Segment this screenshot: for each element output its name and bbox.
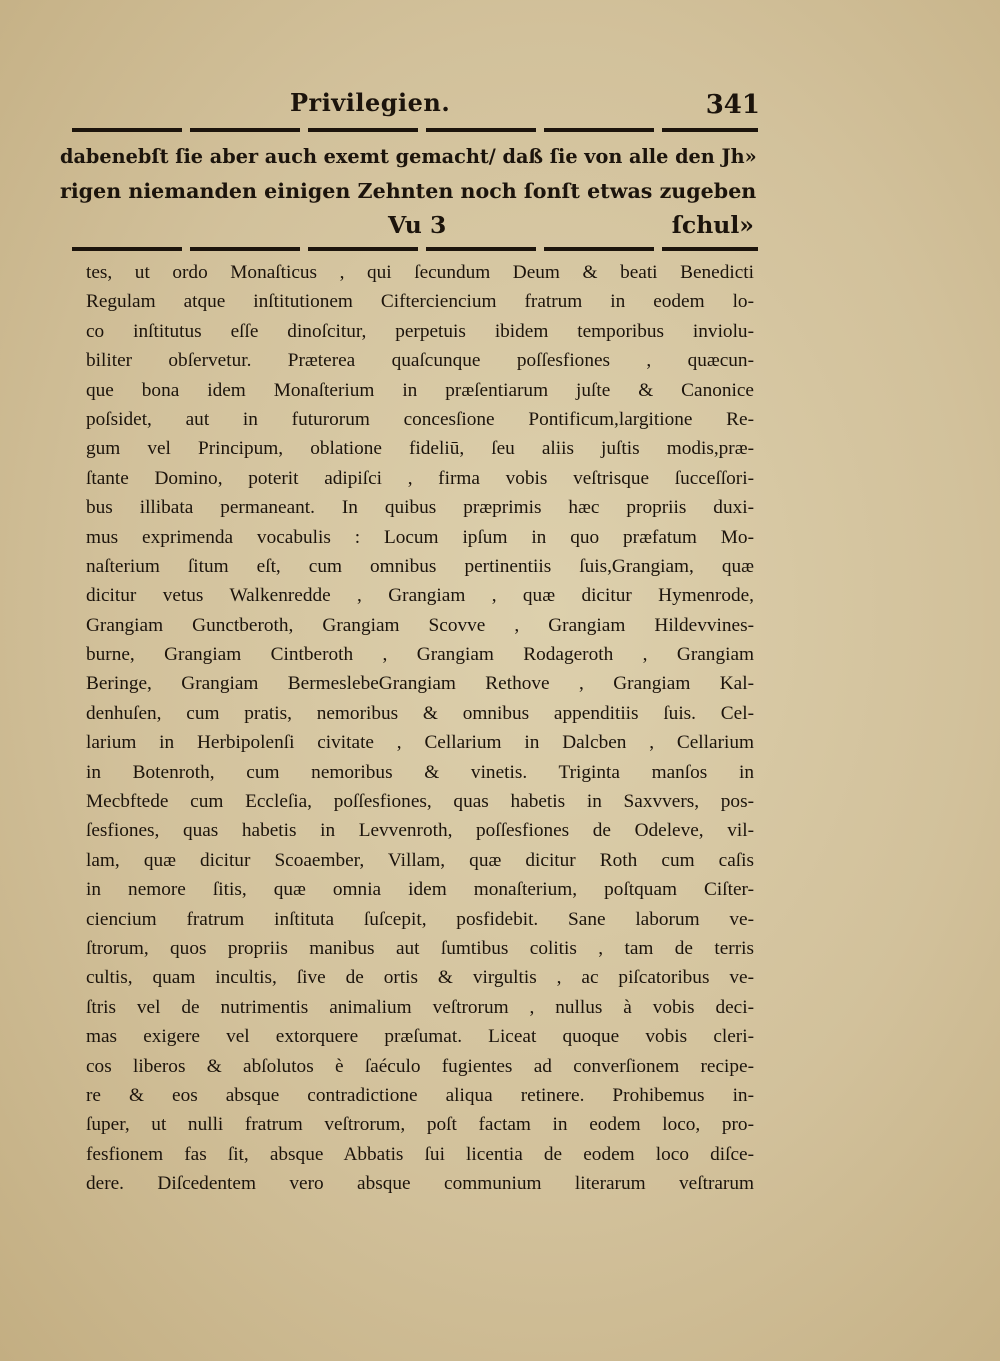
latin-line: dere. Diſcedentem vero absque communium literarum veſtrarum <box>86 1173 754 1195</box>
latin-line: ſuper, ut nulli fratrum veſtrorum, poſt factam in eodem loco, pro- <box>86 1114 754 1136</box>
latin-line: Mecbftede cum Eccleſia, poſſesfiones, quas habetis in Saxvvers, pos- <box>86 791 754 813</box>
latin-line: ſtrorum, quos propriis manibus aut ſumtibus colitis , tam de terris <box>86 937 754 959</box>
latin-line: re & eos absque contradictione aliqua retinere. Prohibemus in- <box>86 1084 754 1106</box>
latin-line: tes, ut ordo Monaſticus , qui ſecundum Deum & beati Benedicti <box>86 262 754 283</box>
latin-line: biliter obſervetur. Præterea quaſcunque poſſesfiones , quæcun- <box>86 350 754 372</box>
running-title: Privilegien. <box>290 88 451 117</box>
header-rule <box>72 128 758 132</box>
latin-line: gum vel Principum, oblatione fideliū, ſeu aliis juſtis modis,præ- <box>86 438 754 460</box>
latin-line: in Botenroth, cum nemoribus & vinetis. Triginta manſos in <box>86 761 754 783</box>
german-line: rigen niemanden einigen Zehnten noch ſonſt etwas zugeben <box>60 179 757 203</box>
latin-line: bus illibata permaneant. In quibus præprimis hæc propriis duxi- <box>86 497 754 519</box>
latin-line: dicitur vetus Walkenredde , Grangiam , quæ dicitur Hymenrode, <box>86 585 754 607</box>
latin-line: co inſtitutus eſſe dinoſcitur, perpetuis ibidem temporibus inviolu- <box>86 320 754 342</box>
latin-line: naſterium ſitum eſt, cum omnibus pertinentiis ſuis,Grangiam, quæ <box>86 555 754 577</box>
latin-line: Grangiam Gunctberoth, Grangiam Scovve , Grangiam Hildevvines- <box>86 614 754 636</box>
german-line: dabenebſt ſie aber auch exemt gemacht/ daß ſie von alle den Jh» <box>60 145 757 168</box>
latin-line: fesfionem fas ſit, absque Abbatis ſui licentia de eodem loco diſce- <box>86 1143 754 1165</box>
page-header <box>120 88 760 132</box>
latin-line: cos liberos & abſolutos è ſaéculo fugientes ad converſionem recipe- <box>86 1055 754 1077</box>
latin-line: in nemore ſitis, quæ omnia idem monaſterium, poſtquam Ciſter- <box>86 879 754 901</box>
section-rule <box>72 247 758 251</box>
latin-line: ſesfiones, quas habetis in Levvenroth, poſſesfiones de Odeleve, vil- <box>86 820 754 842</box>
latin-line: ſtris vel de nutrimentis animalium veſtrorum , nullus à vobis deci- <box>86 996 754 1018</box>
latin-line: ſtante Domino, poterit adipiſci , firma vobis veſtrisque ſucceſſori- <box>86 467 754 489</box>
german-text-block <box>60 140 760 242</box>
latin-line: Regulam atque inſtitutionem Cifterciencium fratrum in eodem lo- <box>86 291 754 313</box>
latin-line: que bona idem Monaſterium in præſentiarum juſte & Canonice <box>86 379 754 401</box>
latin-line: cultis, quam incultis, ſive de ortis & virgultis , ac piſcatoribus ve- <box>86 967 754 989</box>
latin-line: poſsidet, aut in futurorum concesſione Pontificum,largitione Re- <box>86 408 754 430</box>
latin-line: Beringe, Grangiam BermeslebeGrangiam Rethove , Grangiam Kal- <box>86 673 754 695</box>
latin-line: mus exprimenda vocabulis : Locum ipſum in quo præfatum Mo- <box>86 526 754 548</box>
latin-line: burne, Grangiam Cintberoth , Grangiam Rodageroth , Grangiam <box>86 644 754 666</box>
page-number: 341 <box>705 90 760 120</box>
latin-line: mas exigere vel extorquere præſumat. Liceat quoque vobis cleri- <box>86 1026 754 1048</box>
catchword: ſchul» <box>671 211 754 239</box>
latin-line: denhuſen, cum pratis, nemoribus & omnibus appenditiis ſuis. Cel- <box>86 702 754 724</box>
latin-text-block <box>86 258 754 1199</box>
latin-line: ciencium fratrum inſtituta ſuſcepit, posfidebit. Sane laborum ve- <box>86 908 754 930</box>
latin-line: lam, quæ dicitur Scoaember, Villam, quæ dicitur Roth cum caſis <box>86 849 754 871</box>
latin-line: larium in Herbipolenſi civitate , Cellarium in Dalcben , Cellarium <box>86 732 754 754</box>
signature-mark: Vu 3 <box>388 211 447 239</box>
